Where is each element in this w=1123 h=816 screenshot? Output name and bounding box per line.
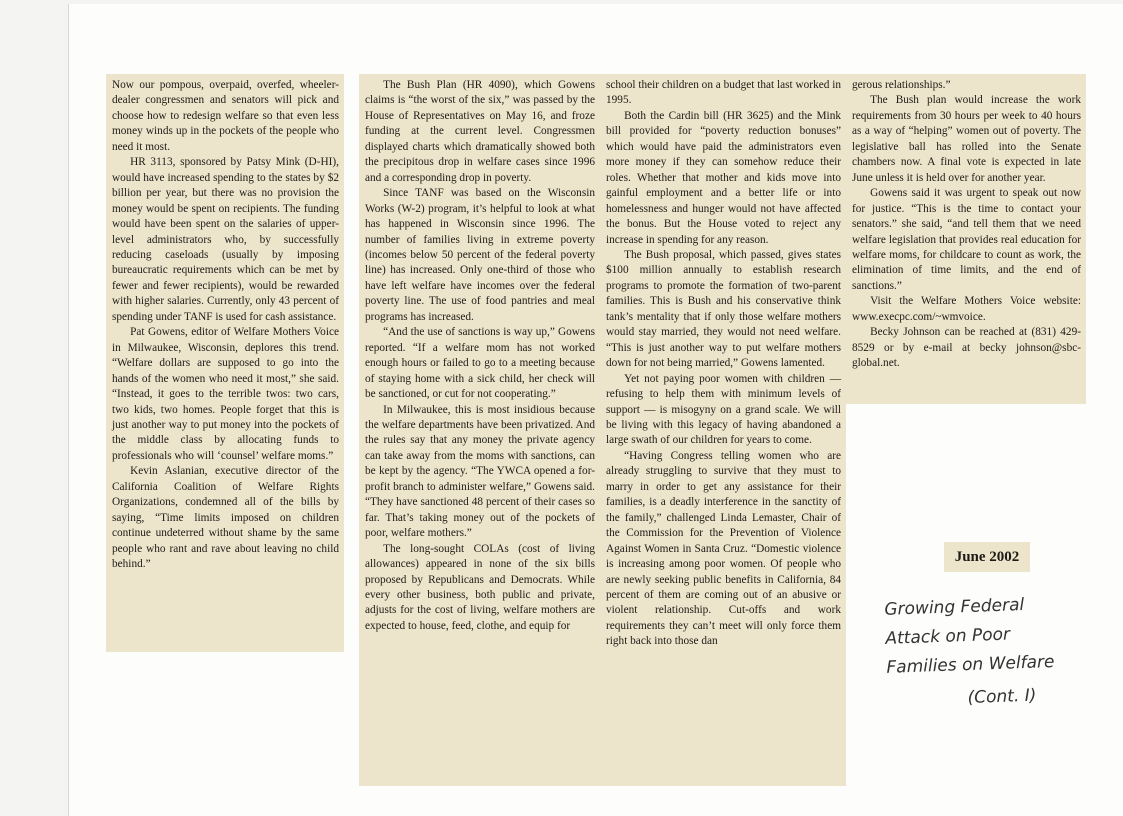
paragraph: The Bush proposal, which passed, gives states $100 million annually to establish research programs to promote the formation of two-parent families. This is Bush and his conservative think tank’s mentality that if only those welfare mothers would stay married, they would not need welfare. “This is just another way to put welfare mothers down for not being married,” Gowens lamented.	[606, 248, 841, 370]
handwritten-line: Growing Federal	[884, 594, 1025, 620]
paragraph: The long-sought COLAs (cost of living allowances) appeared in none of the six bills proposed by Republicans and Democrats. While every other business, both public and private, adjusts for the cost of living, welfare mothers are expected to house, feed, clothe, and equip for	[365, 542, 595, 632]
handwritten-line: Attack on Poor	[885, 624, 1011, 649]
handwritten-note	[884, 588, 1108, 716]
paragraph: gerous relationships.”	[852, 79, 951, 91]
paragraph: school their children on a budget that last worked in 1995.	[606, 79, 841, 107]
contact-website: Visit the Welfare Mothers Voice website: www.execpc.com/~wmvoice.	[852, 295, 1081, 323]
article-column-4	[846, 74, 1086, 404]
paragraph: Now our pompous, overpaid, overfed, wheeler-dealer congressmen and senators will pick and choose how to redesign welfare so that even less money winds up in the pockets of the people who need it most.	[112, 79, 339, 153]
paragraph: Both the Cardin bill (HR 3625) and the Mink bill provided for “poverty reduction bonuses” which would have paid the administrators even more money if they can somehow reduce their roles. Whether that mother and kids move into gainful employment and a better life or into homelessness and hunger would not have affected the bonus. But the House voted to reject any increase in spending for any reason.	[606, 109, 841, 246]
article-column-3	[600, 74, 846, 786]
contact-info: Becky Johnson can be reached at (831) 429-8529 or by e-mail at becky johnson@sbc-global.net.	[852, 326, 1081, 370]
paragraph: Kevin Aslanian, executive director of the California Coalition of Welfare Rights Organizations, condemned all of the bills by saying, “Time limits imposed on children continue undeterred without shame by the same people who rant and rave about leaving no child behind.”	[112, 465, 339, 571]
article-column-2	[359, 74, 600, 786]
paragraph: In Milwaukee, this is most insidious because the welfare departments have been privatized. And the rules say that any money the private agency can take away from the moms with sanctions, can be kept by the agency. “The YWCA opened a for-profit branch to administer welfare,” Gowens said. “They have sanctioned 48 percent of their cases so far. That’s taking money out of the pockets of poor, welfare mothers.”	[365, 403, 595, 540]
paragraph: Gowens said it was urgent to speak out now for justice. “This is the time to contact your senators.” she said, “and tell them that we need welfare legislation that provides real education for welfare moms, for childcare to count as work, the elimination of time limits, and the end of sanctions.”	[852, 187, 1081, 292]
paragraph: HR 3113, sponsored by Patsy Mink (D-HI), would have increased spending to the states by $2 billion per year, but there was no provision the money would be spent on recipients. The funding would have been spent on the salaries of upper-level administrators who, by successfully reducing caseloads (usually by imposing bureaucratic requirements which can be met by fewer and fewer recipients), would be rewarded with higher salaries. Currently, only 43 percent of spending under TANF is used for cash assistance.	[112, 156, 339, 323]
paragraph: “Having Congress telling women who are already struggling to survive that they must to marry in order to get any assistance for their families, is a deadly interference in the sanctity of the family,” challenged Linda Lemaster, Chair of the Commission for the Prevention of Violence Against Women in Santa Cruz. “Domestic violence is increasing among poor women. Of people who are newly seeking public benefits in California, 84 percent of them are coming out of an abusive or violent relationship. Cut-offs and work requirements they can’t meet will only force them right back into those dan	[606, 449, 841, 648]
paragraph: Yet not paying poor women with children — refusing to help them with minimum levels of support — is misogyny on a grand scale. We will be living with this legacy of having abandoned a large swath of our children for years to come.	[606, 372, 841, 447]
handwritten-line: Families on Welfare	[886, 651, 1055, 678]
paragraph: The Bush plan would increase the work requirements from 30 hours per week to 40 hours as a way of “helping” women out of poverty. The legislative ball has rolled into the Senate chambers now. A final vote is expected in late June unless it is held over for another year.	[852, 94, 1081, 184]
date-label: June 2002	[944, 542, 1030, 572]
paragraph: “And the use of sanctions is way up,” Gowens reported. “If a welfare mom has not worked enough hours or failed to go to a meeting because of staying home with a sick child, her check will be sanctioned, or cut for not cooperating.”	[365, 326, 595, 401]
handwritten-line: (Cont. I)	[967, 685, 1037, 709]
paragraph: Since TANF was based on the Wisconsin Works (W-2) program, it’s helpful to look at what has happened in Wisconsin since 1996. The number of families living in extreme poverty (incomes below 50 percent of the federal poverty line) has increased. Only one-third of those who have left welfare have incomes over the federal poverty line. The use of food pantries and meal programs has increased.	[365, 187, 595, 323]
paragraph: Pat Gowens, editor of Welfare Mothers Voice in Milwaukee, Wisconsin, deplores this trend. “Welfare dollars are supposed to go into the hands of the women who need it most,” she said. “Instead, it goes to the terrible twos: two cars, two kids, two homes. People forget that this is just another way to put money into the pockets of the middle class by allocating funds to professionals who will ‘counsel’ welfare moms.”	[112, 326, 339, 462]
paragraph: The Bush Plan (HR 4090), which Gowens claims is “the worst of the six,” was passed by the House of Representatives on May 16, and froze funding at the current level. Congressmen displayed charts which dramatically showed both the precipitous drop in welfare cases since 1996 and a corresponding drop in poverty.	[365, 79, 595, 184]
article-column-1	[106, 74, 344, 652]
